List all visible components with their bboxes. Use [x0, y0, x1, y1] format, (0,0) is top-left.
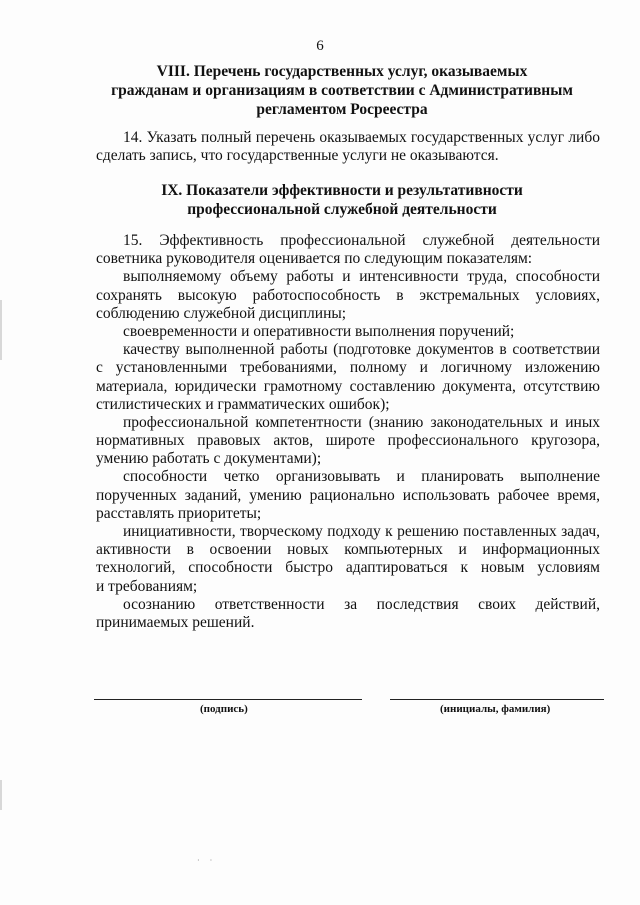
paragraph-line: сохранять высокую работоспособность в экстремальных условиях, — [96, 286, 600, 304]
paragraph-line: стилистических и грамматических ошибок); — [96, 395, 390, 413]
paragraph-line: активности в освоении новых компьютерных и информационных — [96, 541, 600, 559]
name-line — [390, 699, 604, 700]
paragraph-line: советника руководителя оценивается по следующим показателям: — [96, 250, 533, 268]
heading-line: IX. Показатели эффективности и результативности — [161, 182, 523, 199]
signature-line — [94, 699, 362, 700]
paragraph-line: качеству выполненной работы (подготовке документов в соответствии — [123, 341, 600, 359]
scan-edge-mark — [0, 780, 2, 810]
paragraph-line: расставлять приоритеты; — [96, 504, 262, 522]
paragraph-line: умению работать с документами); — [96, 450, 322, 468]
paragraph-line: инициативности, творческому подходу к решению поставленных задач, — [123, 523, 600, 540]
paragraph-line: способности четко организовывать и планировать выполнение — [123, 468, 600, 486]
paragraph-line: принимаемых решений. — [96, 613, 255, 631]
paragraph-line: выполняемому объему работы и интенсивности труда, способности — [123, 268, 600, 286]
heading-line: VIII. Перечень государственных услуг, оказываемых — [156, 63, 528, 80]
paragraph-line: профессиональной компетентности (знанию законодательных и иных — [123, 413, 600, 431]
paragraph-line: своевременности и оперативности выполнения поручений; — [123, 322, 515, 340]
scan-speck: · · — [197, 856, 217, 865]
paragraph-line: 15. Эффективность профессиональной служебной деятельности — [123, 232, 600, 249]
name-caption: (инициалы, фамилия) — [440, 703, 551, 715]
heading-line: профессиональной служебной деятельности — [187, 201, 497, 218]
paragraph-line: с установленными требованиями, полному и логичному изложению — [96, 359, 600, 377]
signature-caption: (подпись) — [200, 703, 248, 715]
paragraph-line: 14. Указать полный перечень оказываемых государственных услуг либо — [123, 129, 600, 146]
page-number: 6 — [316, 38, 324, 54]
heading-line: регламентом Росреестра — [256, 101, 428, 118]
paragraph-line: сделать запись, что государственные услуги не оказываются. — [96, 147, 499, 165]
paragraph-line: осознанию ответственности за последствия своих действий, — [123, 595, 600, 613]
paragraph-line: нормативных правовых актов, широте профессионального кругозора, — [96, 432, 600, 450]
section-9-heading — [100, 181, 584, 219]
paragraph-line: материала, юридически грамотному составлению документа, отсутствию — [96, 377, 600, 395]
paragraph-line: соблюдению служебной дисциплины; — [96, 304, 347, 322]
paragraph-line: порученных заданий, умению рационально использовать рабочее время, — [96, 486, 600, 504]
item-14-paragraph — [96, 129, 600, 165]
heading-line: гражданам и организациям в соответствии с Административным — [111, 82, 573, 99]
section-8-heading — [100, 62, 584, 119]
item-15-paragraph — [96, 232, 600, 632]
paragraph-line: технологий, способности быстро адаптироваться к новым условиям — [96, 559, 600, 577]
scan-edge-mark — [0, 300, 2, 360]
paragraph-line: и требованиям; — [96, 577, 198, 595]
